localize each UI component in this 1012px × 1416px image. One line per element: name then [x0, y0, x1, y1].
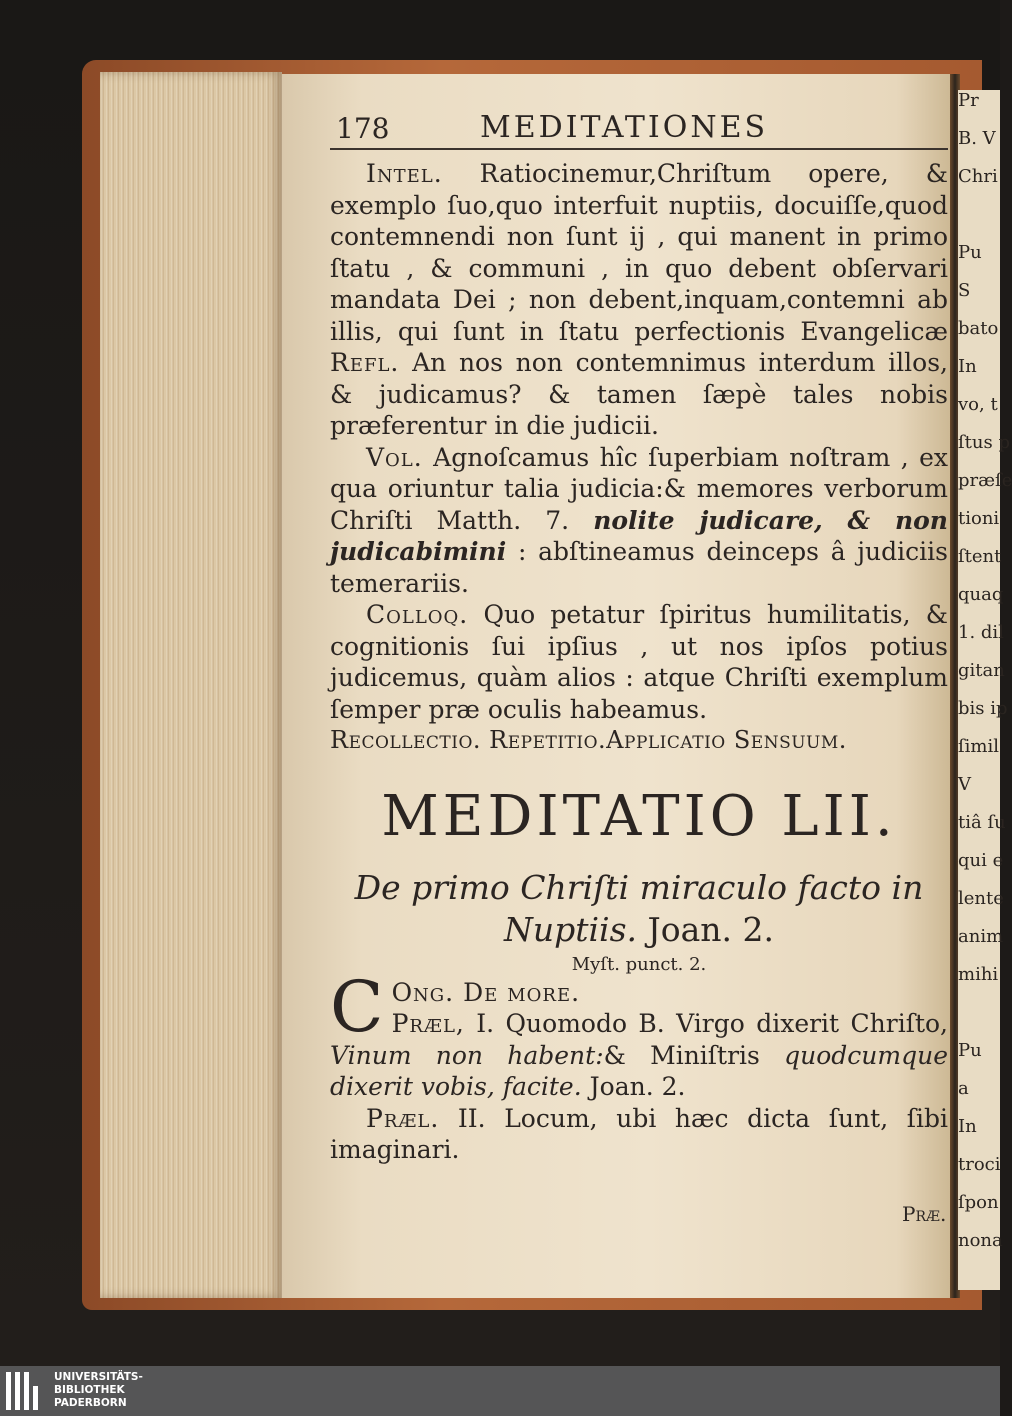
facing-page-fragment-line: mihi	[958, 964, 999, 985]
facing-page-fragment-line: tioni	[958, 508, 1000, 529]
facing-page-fragment-line: S	[958, 280, 971, 301]
running-header	[330, 108, 948, 150]
vol-text-a: Agnoſcamus hîc ſuperbiam noſtram , ex qua oriuntur talia judicia:& memores verborum Chriſti Matth. 7.	[330, 442, 948, 535]
prael1-ref: Joan. 2.	[589, 1072, 686, 1101]
facing-page-fragment-line: qui e	[958, 850, 1004, 871]
cong-text: Ong. De more.	[391, 977, 581, 1007]
facing-page-fragment-line: a	[958, 1078, 969, 1099]
meditation-subtitle	[330, 867, 948, 951]
prael1-quote2: quodcumque dixerit vobis, facite.	[330, 1040, 949, 1101]
facing-page-fragment-line: quaq	[958, 584, 1004, 605]
facing-page-fragment-line: V	[958, 774, 971, 795]
myst-note: Myſt. punct. 2.	[571, 953, 707, 975]
colloq-text: Quo petatur ſpiritus humilitatis, & cognitionis ſui ipſius , ut nos ipſos potius judicemus, quàm alios : atque Chriſti exemplum ſemper præ oculis habeamus.	[330, 600, 948, 724]
text-body	[330, 158, 948, 1166]
facing-page-fragment-line: ſtus p	[958, 432, 1010, 453]
label-intel: Intel.	[366, 159, 443, 188]
paragraph-prael2	[330, 1103, 948, 1166]
vol-text-b: : abſtineamus deinceps â judiciis temerariis.	[330, 537, 948, 598]
facing-page-fragment-line: Pu	[958, 1040, 982, 1061]
facing-page-fragment	[958, 90, 1012, 1290]
paragraph-intel	[330, 158, 948, 442]
vol-quote: nolite judicare, & non judicabimini	[330, 505, 948, 566]
paragraph-vol	[330, 442, 948, 600]
label-refl: Refl.	[330, 348, 400, 377]
facing-page-fragment-line: nona	[958, 1230, 1003, 1251]
intel-text: Ratiocinemur,Chriſtum opere, & exemplo ſuo,quo interfuit nuptiis, docuiſſe,quod contemnendi non ſunt ij , qui manent in primo ſtatu , & communi , in quo debent obſervari mandata Dei ; non debent,inquam,contemni ab illis, qui ſunt in ſtatu perfectionis Evangelicæ	[330, 159, 948, 346]
meditation-title: MEDITATIO LII.	[381, 783, 897, 849]
library-logo-icon	[6, 1372, 48, 1410]
library-name	[54, 1371, 143, 1410]
page-edges	[100, 72, 282, 1298]
facing-page-fragment-line: gitan	[958, 660, 1005, 681]
facing-page-fragment-line: B. V	[958, 128, 996, 149]
library-line-1: UNIVERSITÄTS-	[54, 1371, 143, 1383]
facing-page-fragment-line: In	[958, 356, 977, 377]
facing-page-fragment-line: tiâ ſu	[958, 812, 1006, 833]
facing-page-fragment-line: troci	[958, 1154, 1001, 1175]
label-prael1: Præl,	[391, 1009, 465, 1038]
facing-page-fragment-line: ſpon	[958, 1192, 999, 1213]
recollectio-line: Recollectio. Repetitio.Applicatio Sensuum.	[330, 726, 847, 754]
subtitle-text: De primo Chriſti miraculo facto in Nuptiis.	[354, 867, 924, 949]
page-number: 178	[336, 112, 390, 145]
facing-page-fragment-line: ſimil	[958, 736, 1000, 757]
refl-text: An nos non contemnimus interdum illos, & judicamus? & tamen ſæpè tales nobis præferentur in die judicii.	[330, 348, 948, 440]
paragraph-cong	[330, 965, 949, 1103]
facing-page-fragment-line: Pu	[958, 242, 982, 263]
page-text	[330, 108, 948, 1166]
library-banner	[0, 1366, 1000, 1416]
prael2-text: II. Locum, ubi hæc dicta ſunt, ſibi imaginari.	[330, 1103, 948, 1164]
label-vol: Vol.	[366, 442, 423, 472]
subtitle-ref: Joan. 2.	[647, 909, 775, 949]
label-prael2: Præl.	[366, 1103, 440, 1133]
prael1-quote1: Vinum non habent:	[330, 1040, 604, 1070]
facing-page-fragment-line: vo, t	[958, 394, 998, 415]
facing-page-fragment-line: lente	[958, 888, 1004, 909]
paragraph-colloq	[330, 599, 948, 725]
library-line-2: BIBLIOTHEK	[54, 1384, 125, 1396]
running-head: MEDITATIONES	[480, 110, 769, 145]
facing-page-fragment-line: anim	[958, 926, 1004, 947]
facing-page-fragment-line: præſe	[958, 470, 1012, 491]
facing-page-fragment-line: 1. dil	[958, 622, 1004, 643]
prael1-text: I. Quomodo B. Virgo dixerit Chriſto,	[476, 1009, 949, 1038]
facing-page-fragment-line: bis ip	[958, 698, 1008, 719]
facing-page-fragment-line: In	[958, 1116, 977, 1137]
prael1-mid: & Miniſtris	[603, 1040, 760, 1070]
label-colloq: Colloq.	[366, 600, 469, 629]
facing-page-fragment-line: Chri	[958, 166, 998, 187]
library-line-3: PADERBORN	[54, 1397, 127, 1409]
facing-page-fragment-line: bato	[958, 318, 999, 339]
facing-page-fragment-line: Pr	[958, 90, 979, 111]
drop-cap: C	[330, 965, 384, 1048]
catchword: Præ.	[902, 1202, 947, 1226]
facing-page-fragment-line: ſtent	[958, 546, 1002, 567]
